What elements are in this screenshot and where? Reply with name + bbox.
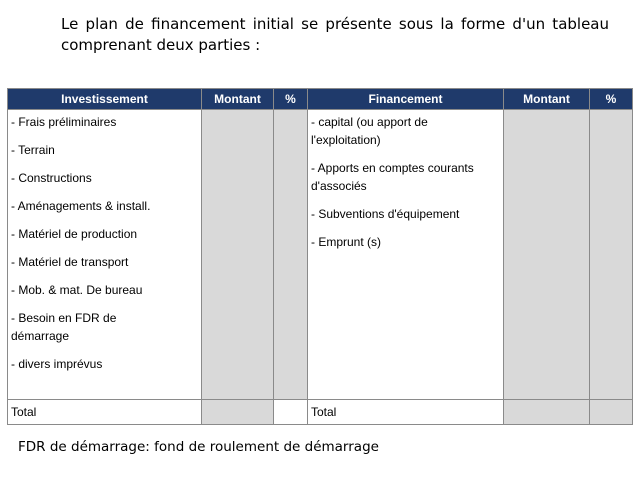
header-investissement: Investissement — [8, 89, 202, 110]
header-montant-left: Montant — [202, 89, 274, 110]
list-item: - Emprunt (s) — [311, 235, 382, 249]
percent-left-cell — [274, 110, 308, 400]
list-item: - Besoin en FDR de démarrage — [11, 311, 117, 343]
total-montant-right — [504, 400, 590, 425]
total-row — [8, 400, 633, 425]
total-right-label: Total — [308, 400, 504, 425]
table-body-row — [8, 110, 633, 400]
header-percent-left: % — [274, 89, 308, 110]
investissement-cell — [8, 110, 202, 400]
total-left-label: Total — [8, 400, 202, 425]
total-percent-left — [274, 400, 308, 425]
montant-right-cell — [504, 110, 590, 400]
financing-plan-table — [7, 88, 633, 425]
intro-text: Le plan de financement initial se présente sous la forme d'un tableau comprenant deux parties : — [61, 15, 609, 54]
list-item: - capital (ou apport de l'exploitation) — [311, 115, 428, 147]
montant-left-cell — [202, 110, 274, 400]
list-item: - Frais préliminaires — [11, 115, 117, 129]
total-montant-left — [202, 400, 274, 425]
list-item: - Terrain — [11, 143, 55, 157]
list-item: - Aménagements & install. — [11, 199, 151, 213]
list-item: - Apports en comptes courants d'associés — [311, 161, 474, 193]
footnote: FDR de démarrage: fond de roulement de démarrage — [18, 439, 379, 455]
list-item: - Matériel de transport — [11, 255, 129, 269]
total-percent-right — [590, 400, 633, 425]
header-financement: Financement — [308, 89, 504, 110]
header-percent-right: % — [590, 89, 633, 110]
list-item: - Matériel de production — [11, 227, 138, 241]
list-item: - Subventions d'équipement — [311, 207, 460, 221]
list-item: - Constructions — [11, 171, 92, 185]
table-header-row — [8, 89, 633, 110]
list-item: - divers imprévus — [11, 357, 103, 371]
list-item: - Mob. & mat. De bureau — [11, 283, 143, 297]
header-montant-right: Montant — [504, 89, 590, 110]
financement-cell — [308, 110, 504, 400]
percent-right-cell — [590, 110, 633, 400]
